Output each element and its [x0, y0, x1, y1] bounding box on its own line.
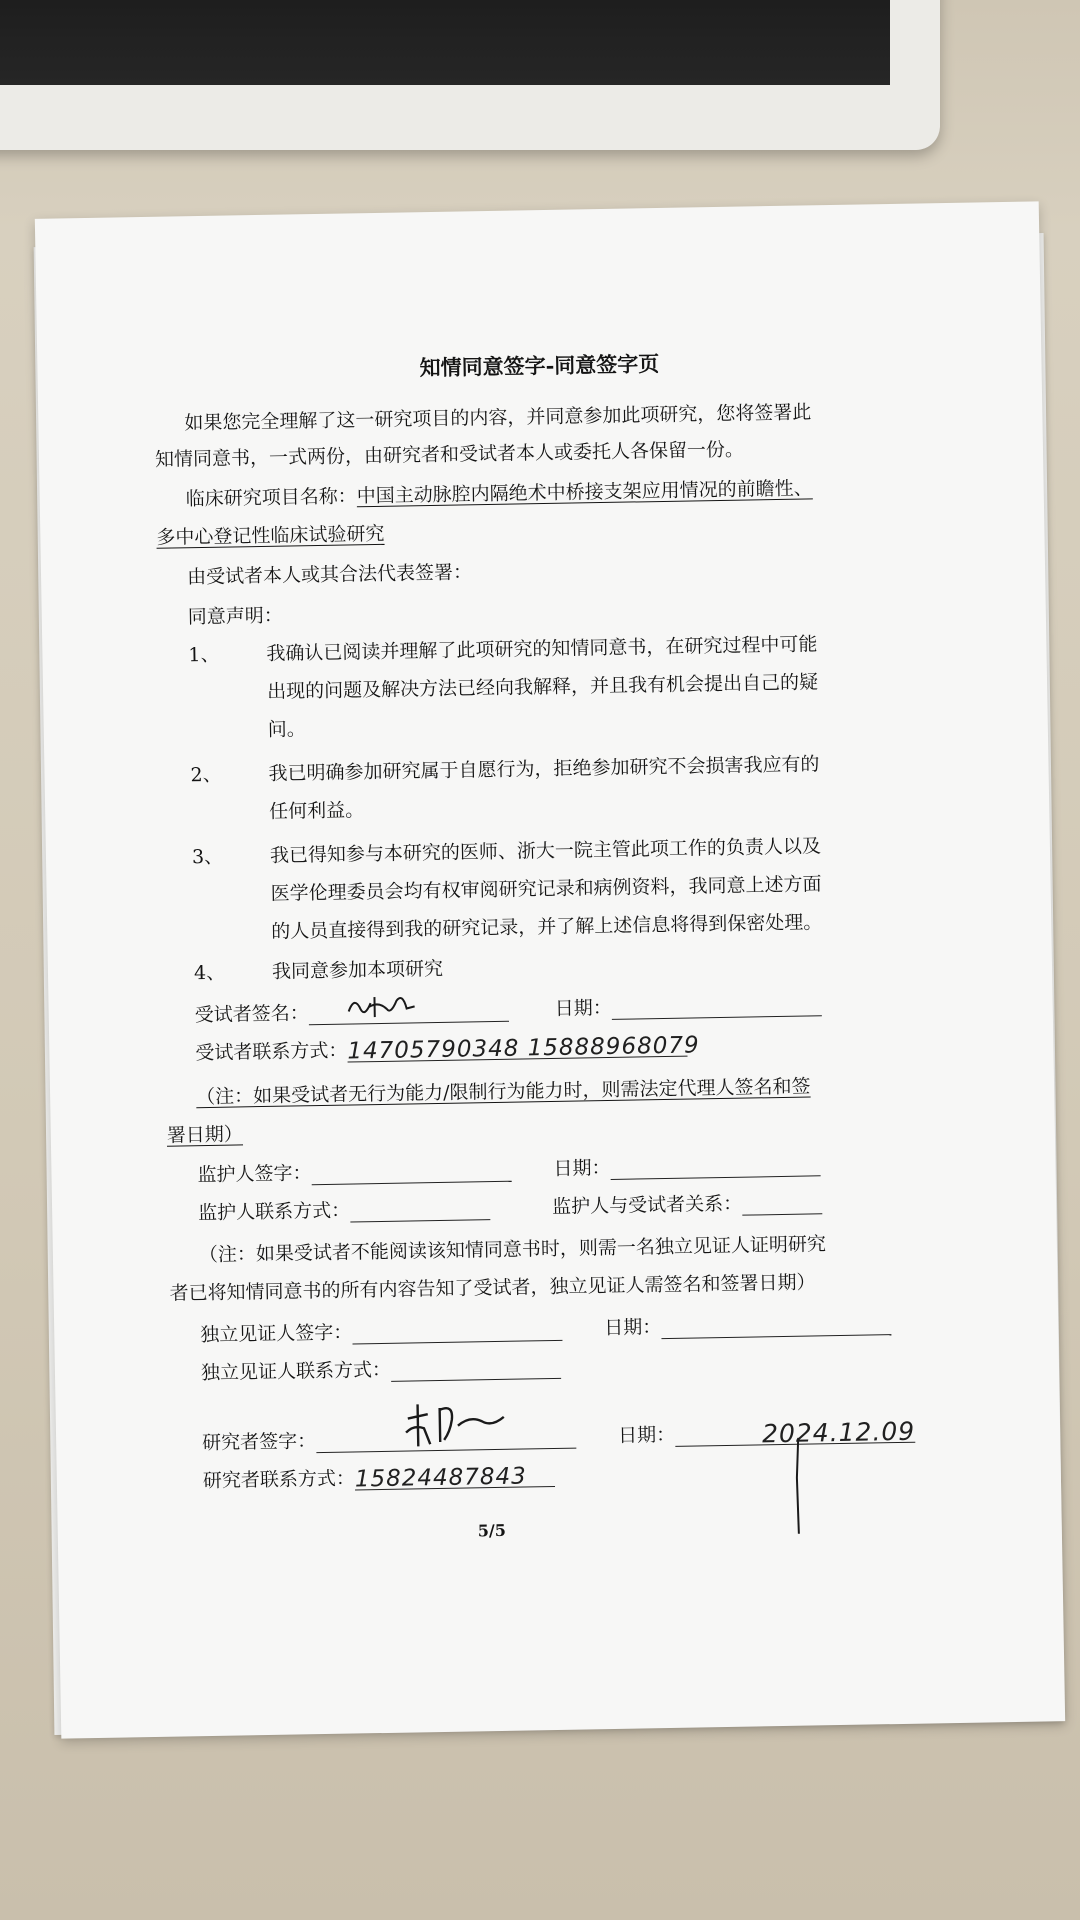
tablet-device	[0, 0, 940, 150]
item-number: 4、	[193, 961, 226, 985]
tablet-screen	[0, 0, 890, 85]
subject-sign-label: 受试者签名：	[194, 1002, 309, 1027]
item-1-line-1: 我确认已阅读并理解了此项研究的知情同意书，在研究过程中可能	[266, 633, 818, 665]
note-independent-witness: （注：如果受试者不能阅读该知情同意书时，则需一名独立见证人证明研究	[198, 1233, 827, 1267]
pen-stroke-mark	[790, 1438, 806, 1538]
researcher-date-label: 日期：	[618, 1423, 676, 1447]
intro-line-2: 知情同意书，一式两份，由研究者和受试者本人或委托人各保留一份。	[154, 438, 745, 471]
guardian-contact-label: 监护人联系方式：	[197, 1199, 351, 1225]
signed-by-label: 由受试者本人或其合法代表签署：	[186, 561, 473, 589]
researcher-sign-label: 研究者签字：	[202, 1430, 317, 1455]
item-3-line-3: 的人员直接得到我的研究记录，并了解上述信息将得到保密处理。	[271, 911, 823, 943]
subject-signature-mark	[344, 988, 425, 1023]
consent-form-page	[35, 201, 1065, 1738]
witness-signature-field[interactable]	[352, 1320, 562, 1345]
researcher-signature-mark	[399, 1395, 510, 1453]
project-label: 临床研究项目名称：	[185, 485, 357, 511]
item-2-line-2: 任何利益。	[269, 799, 365, 823]
witness-date-label: 日期：	[604, 1316, 662, 1340]
project-name: 中国主动脉腔内隔绝术中桥接支架应用情况的前瞻性、	[356, 477, 813, 508]
item-4-line-1: 我同意参加本项研究	[271, 957, 444, 983]
guardian-relation-field[interactable]	[742, 1193, 822, 1215]
note-legal-representative: （注：如果受试者无行为能力/限制行为能力时，则需法定代理人签名和签	[195, 1075, 811, 1109]
item-number: 1、	[188, 643, 220, 667]
page-number: 5/5	[477, 1520, 507, 1541]
subject-signature-field[interactable]	[309, 1001, 509, 1025]
item-3-line-1: 我已得知参与本研究的医师、浙大一院主管此项工作的负责人以及	[269, 835, 822, 867]
witness-sign-label: 独立见证人签字：	[200, 1321, 353, 1347]
witness-contact-label: 独立见证人联系方式：	[200, 1358, 392, 1385]
researcher-contact-value[interactable]: 15824487843	[355, 1466, 555, 1490]
intro-line-1: 如果您完全理解了这一研究项目的内容，并同意参加此项研究，您将签署此	[184, 401, 812, 435]
note-legal-representative-cont: 署日期）	[166, 1123, 244, 1147]
guardian-relation-label: 监护人与受试者关系：	[552, 1192, 743, 1218]
item-1-line-3: 问。	[267, 718, 306, 741]
guardian-date-label: 日期：	[553, 1156, 611, 1180]
guardian-signature-field[interactable]	[311, 1161, 511, 1185]
item-number: 2、	[190, 763, 222, 787]
project-name-cont: 多中心登记性临床试验研究	[156, 522, 385, 549]
witness-contact-field[interactable]	[391, 1358, 561, 1382]
page-title: 知情同意签字-同意签字页	[419, 351, 660, 381]
item-3-line-2: 医学伦理委员会均有权审阅研究记录和病例资料，我同意上述方面	[270, 873, 822, 905]
guardian-contact-field[interactable]	[350, 1199, 490, 1222]
witness-date-field[interactable]	[661, 1314, 891, 1339]
item-2-line-1: 我已明确参加研究属于自愿行为，拒绝参加研究不会损害我应有的	[268, 753, 820, 785]
note-independent-witness-cont: 者已将知情同意书的所有内容告知了受试者，独立见证人需签名和签署日期）	[169, 1271, 816, 1305]
subject-contact-value[interactable]: 14705790348 15888968079	[347, 1032, 700, 1065]
researcher-signature-field[interactable]	[316, 1428, 576, 1454]
researcher-date-value[interactable]: 2024.12.09	[675, 1422, 915, 1447]
subject-date-label: 日期：	[554, 996, 612, 1020]
guardian-date-field[interactable]	[610, 1155, 820, 1180]
item-number: 3、	[191, 845, 224, 869]
declaration-label: 同意声明：	[187, 604, 283, 629]
subject-contact-label: 受试者联系方式：	[195, 1039, 348, 1065]
subject-date-field[interactable]	[612, 995, 822, 1020]
researcher-contact-label: 研究者联系方式：	[202, 1467, 356, 1493]
guardian-sign-label: 监护人签字：	[197, 1162, 312, 1187]
item-1-line-2: 出现的问题及解决方法已经向我解释，并且我有机会提出自己的疑	[266, 671, 819, 703]
